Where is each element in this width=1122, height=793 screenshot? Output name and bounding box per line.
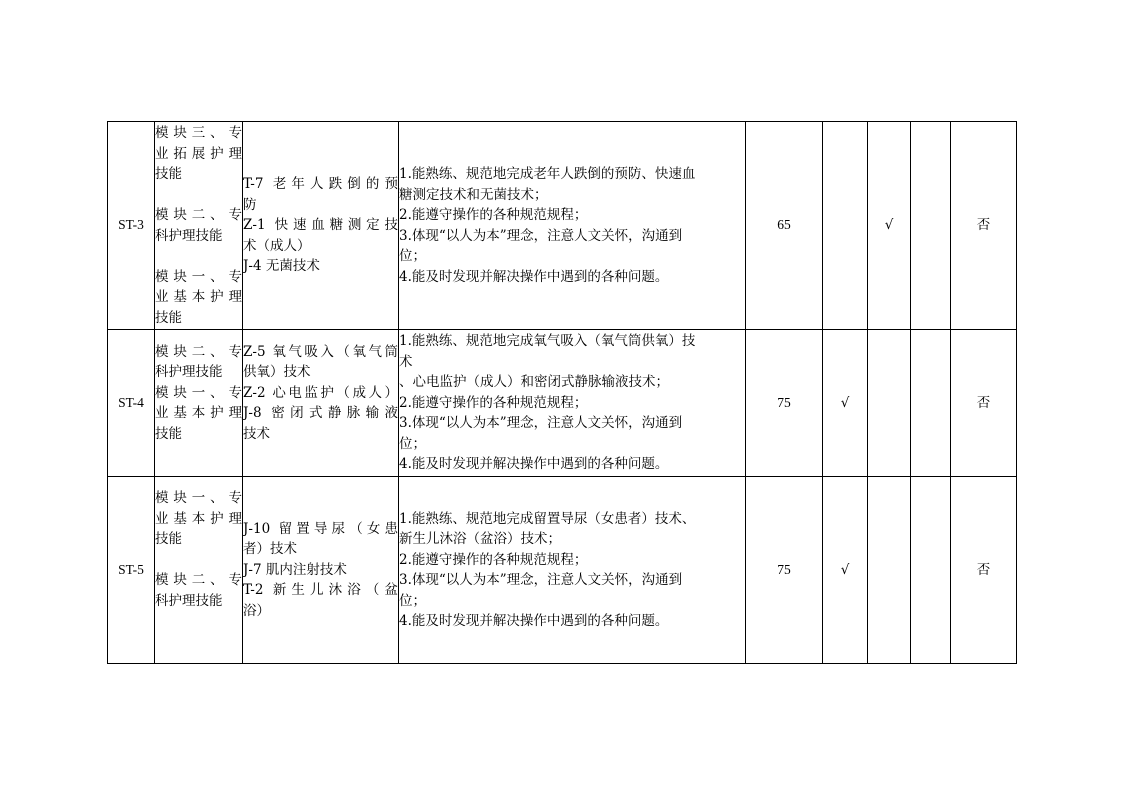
task-line: J-8 密闭式静脉输液	[243, 405, 398, 421]
task-line: J-10 留置导尿（女患	[243, 520, 398, 537]
task-line: 防	[243, 196, 257, 213]
requirement-line: 位；	[399, 248, 426, 264]
module-line: 科护理技能	[155, 592, 223, 609]
requirements-cell	[399, 477, 746, 664]
module-line: 模块一、专	[155, 384, 242, 401]
requirement-line: 2.能遵守操作的各种规范规程；	[399, 207, 588, 223]
task-line: Z-2 心电监护（成人）	[243, 384, 398, 401]
requirement-line: 糖测定技术和无菌技术；	[399, 186, 548, 203]
module-cell	[155, 122, 243, 330]
assessment-table	[107, 121, 1017, 664]
module-line: 业基本护理	[155, 289, 242, 305]
requirement-line: 1.能熟练、规范地完成老年人跌倒的预防、快速血	[399, 166, 696, 182]
answer-value: 否	[951, 477, 1017, 664]
requirement-line: 4.能及时发现并解决操作中遇到的各种问题。	[399, 613, 669, 629]
module-line: 业基本护理	[155, 510, 242, 527]
module-line: 技能	[155, 309, 182, 326]
module-line: 模块三、专	[155, 125, 242, 141]
requirement-line: 新生儿沐浴（盆浴）技术；	[399, 531, 561, 547]
check-mark: √	[823, 477, 868, 664]
check-mark	[911, 122, 951, 330]
requirements-cell	[399, 122, 746, 330]
task-line: Z-1 快速血糖测定技	[243, 217, 398, 234]
station-id: ST-3	[108, 122, 155, 330]
requirement-line: 位；	[399, 435, 426, 452]
module-line: 技能	[155, 425, 182, 442]
task-line: T-7 老年人跌倒的预	[243, 176, 398, 193]
requirement-line: 、心电监护（成人）和密闭式静脉输液技术；	[399, 374, 669, 391]
module-line: 科护理技能	[155, 364, 223, 380]
module-line: 模块二、专	[155, 572, 242, 588]
requirement-line: 3.体现“以人为本”理念，注意人文关怀，沟通到	[399, 572, 683, 588]
task-line: 供氧）技术	[243, 364, 311, 380]
check-mark: √	[868, 122, 911, 330]
answer-value: 否	[951, 122, 1017, 330]
check-mark: √	[823, 330, 868, 477]
module-line: 模块一、专	[155, 268, 242, 285]
requirement-line: 2.能遵守操作的各种规范规程；	[399, 551, 588, 568]
table-row	[108, 477, 1017, 664]
requirement-line: 3.体现“以人为本”理念，注意人文关怀，沟通到	[399, 415, 683, 432]
requirement-overflow: 术	[399, 353, 413, 370]
requirements-cell	[399, 330, 746, 477]
task-cell	[243, 477, 399, 664]
module-line: 业拓展护理	[155, 145, 242, 162]
task-line: 浴）	[243, 602, 270, 619]
module-line: 技能	[155, 531, 182, 547]
module-cell	[155, 330, 243, 477]
task-line: 术（成人）	[243, 237, 311, 254]
module-line: 技能	[155, 166, 182, 182]
table-row	[108, 122, 1017, 330]
check-mark	[911, 477, 951, 664]
answer-value: 否	[951, 330, 1017, 477]
check-mark	[911, 330, 951, 477]
task-line: Z-5 氧气吸入（氧气筒	[243, 343, 398, 360]
task-line: 技术	[243, 425, 270, 442]
requirement-line: 3.体现“以人为本”理念，注意人文关怀，沟通到	[399, 227, 683, 244]
score-value: 75	[746, 477, 823, 664]
table-row	[108, 330, 1017, 477]
check-mark	[868, 477, 911, 664]
requirement-line: 1.能熟练、规范地完成留置导尿（女患者）技术、	[399, 510, 696, 527]
task-cell	[243, 122, 399, 330]
requirement-line: 位；	[399, 592, 426, 609]
check-mark	[868, 330, 911, 477]
requirement-line	[399, 352, 745, 373]
station-id: ST-5	[108, 477, 155, 664]
task-cell	[243, 330, 399, 477]
check-mark	[823, 122, 868, 330]
station-id: ST-4	[108, 330, 155, 477]
requirement-line: 4.能及时发现并解决操作中遇到的各种问题。	[399, 456, 669, 473]
module-line: 业基本护理	[155, 405, 242, 421]
module-line: 模块一、专	[155, 490, 242, 506]
module-line: 科护理技能	[155, 227, 223, 244]
requirement-line: 4.能及时发现并解决操作中遇到的各种问题。	[399, 268, 669, 285]
module-line: 模块二、专	[155, 343, 242, 360]
score-value: 75	[746, 330, 823, 477]
module-line: 模块二、专	[155, 207, 242, 223]
requirement-line: 2.能遵守操作的各种规范规程；	[399, 394, 588, 411]
score-value: 65	[746, 122, 823, 330]
task-line: J-7 肌内注射技术	[243, 561, 347, 578]
module-cell	[155, 477, 243, 664]
requirement-line: 1.能熟练、规范地完成氧气吸入（氧气筒供氧）技	[399, 333, 696, 350]
task-line: 者）技术	[243, 541, 297, 558]
task-line: J-4 无菌技术	[243, 258, 320, 275]
task-line: T-2 新生儿沐浴（盆	[243, 582, 398, 599]
